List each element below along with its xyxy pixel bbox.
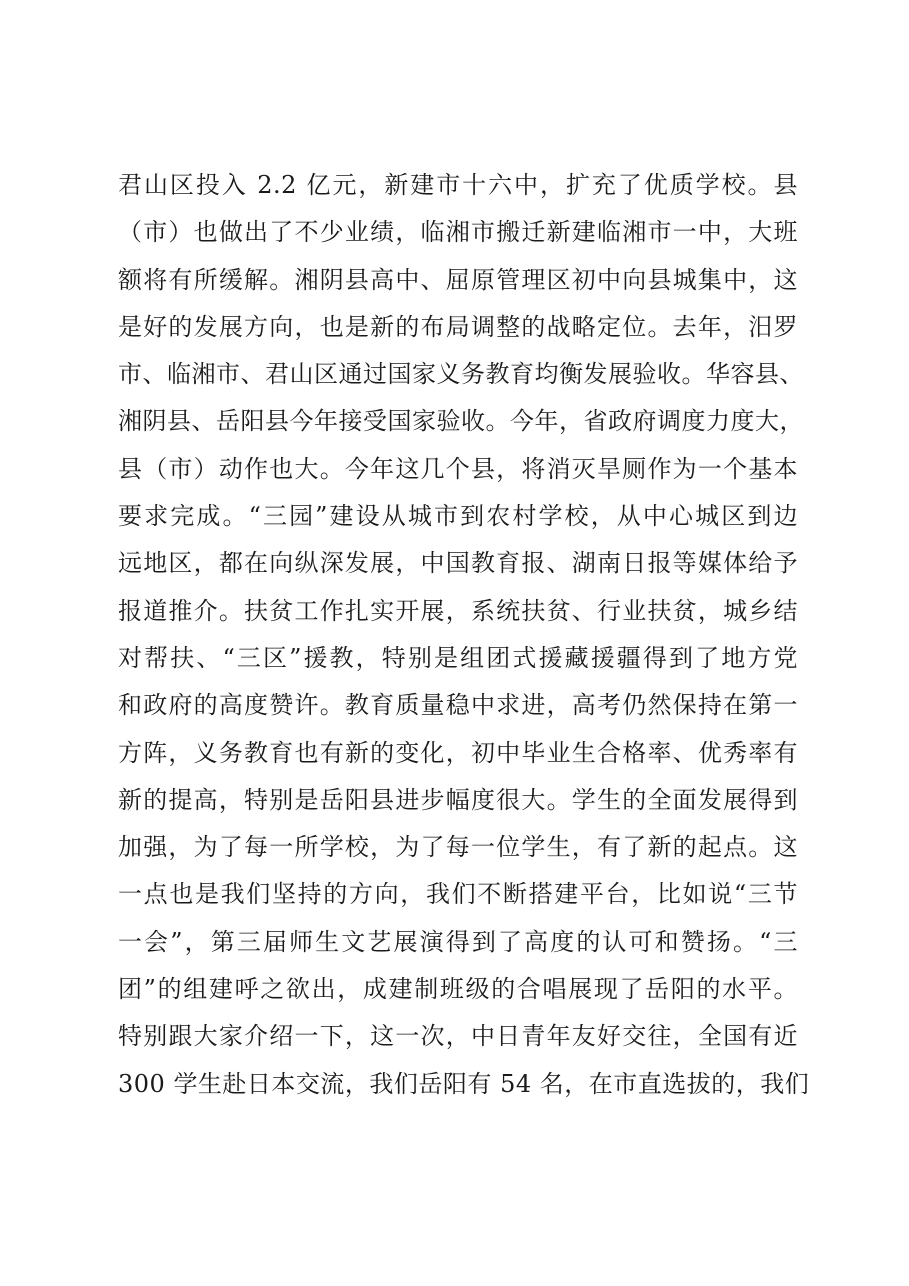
text-line: 县（市）动作也大。今年这几个县，将消灭旱厕作为一个基本: [118, 454, 798, 483]
text-line: 300 学生赴日本交流，我们岳阳有 54 名，在市直选拔的，我们: [118, 1069, 810, 1098]
text-line: 方阵，义务教育也有新的变化，初中毕业生合格率、优秀率有: [118, 738, 798, 767]
text-line: 是好的发展方向，也是新的布局调整的战略定位。去年，汨罗: [118, 312, 798, 341]
text-line: 一点也是我们坚持的方向，我们不断搭建平台，比如说“三节: [118, 880, 798, 909]
text-line: 对帮扶、“三区”援教，特别是组团式援藏援疆得到了地方党: [118, 643, 798, 672]
text-line: （市）也做出了不少业绩，临湘市搬迁新建临湘市一中，大班: [118, 218, 798, 247]
text-line: 团”的组建呼之欲出，成建制班级的合唱展现了岳阳的水平。: [118, 975, 798, 1004]
text-line: 君山区投入 2.2 亿元，新建市十六中，扩充了优质学校。县: [118, 171, 798, 199]
text-line: 特别跟大家介绍一下，这一次，中日青年友好交往，全国有近: [118, 1022, 798, 1051]
text-line: 一会”，第三届师生文艺展演得到了高度的认可和赞扬。“三: [118, 927, 798, 956]
text-line: 市、临湘市、君山区通过国家义务教育均衡发展验收。华容县、: [118, 360, 804, 389]
text-line: 要求完成。“三园”建设从城市到农村学校，从中心城区到边: [118, 502, 798, 531]
text-line: 湘阴县、岳阳县今年接受国家验收。今年，省政府调度力度大，: [118, 407, 804, 436]
text-line: 额将有所缓解。湘阴县高中、屈原管理区初中向县城集中，这: [118, 265, 798, 294]
body-text: [118, 162, 810, 1108]
text-line: 和政府的高度赞许。教育质量稳中求进，高考仍然保持在第一: [118, 691, 798, 720]
text-line: 加强，为了每一所学校，为了每一位学生，有了新的起点。这: [118, 833, 798, 862]
text-line: 报道推介。扶贫工作扎实开展，系统扶贫、行业扶贫，城乡结: [118, 596, 798, 625]
text-line: 远地区，都在向纵深发展，中国教育报、湖南日报等媒体给予: [118, 549, 798, 578]
text-line: 新的提高，特别是岳阳县进步幅度很大。学生的全面发展得到: [118, 785, 798, 814]
